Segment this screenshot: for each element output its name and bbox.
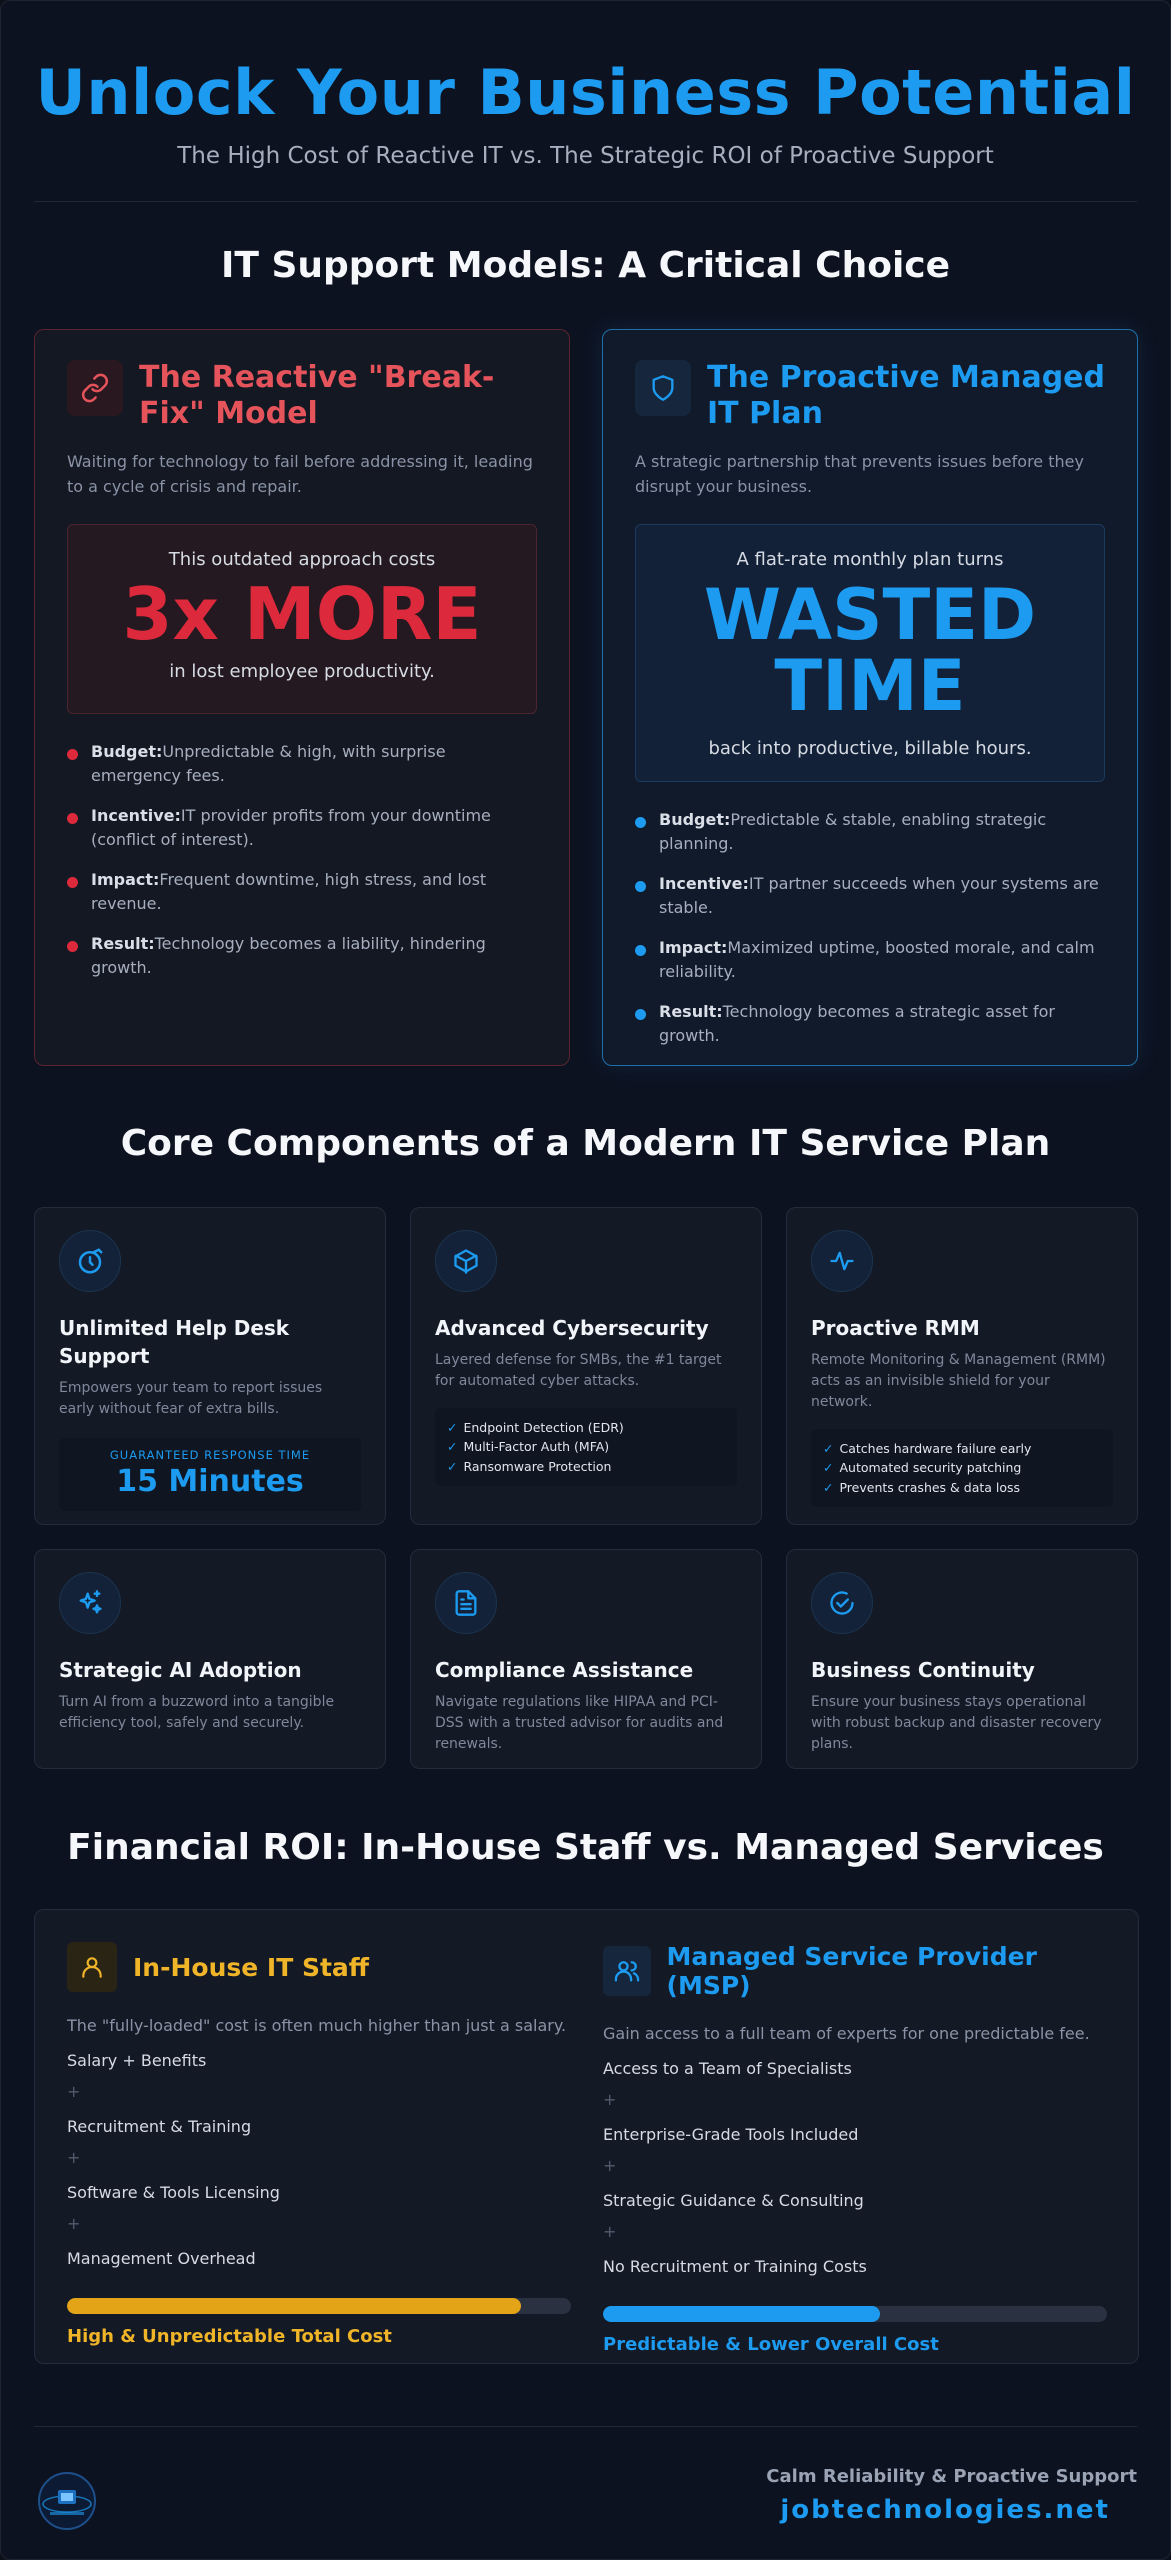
- component-card-continuity: [786, 1549, 1138, 1769]
- msp-cost-bar: [603, 2306, 1107, 2322]
- inhouse-title: In-House IT Staff: [133, 1952, 370, 1982]
- footer-divider: [34, 2426, 1137, 2427]
- sparkles-icon: [59, 1572, 121, 1634]
- plus-sign: +: [603, 2090, 617, 2109]
- component-card-rmm: [786, 1207, 1138, 1525]
- pulse-icon: [811, 1230, 873, 1292]
- reactive-stat-box: [67, 524, 537, 714]
- component-description: Layered defense for SMBs, the #1 target for automated cyber attacks.: [435, 1352, 722, 1389]
- footer-domain-link[interactable]: jobtechnologies.net: [780, 2495, 1110, 2525]
- feature-text: Prevents crashes & data loss: [839, 1479, 1021, 1495]
- shield-icon: [635, 360, 691, 416]
- company-logo-icon: [34, 2468, 100, 2534]
- msp-title: Managed Service Provider (MSP): [666, 1942, 1037, 2000]
- bullet-label: Impact:: [91, 869, 160, 889]
- bullet-label: Result:: [659, 1001, 723, 1021]
- benefit-item: Strategic Guidance & Consulting: [603, 2191, 864, 2210]
- benefit-item: No Recruitment or Training Costs: [603, 2257, 867, 2276]
- component-card-help-desk: [34, 1207, 386, 1525]
- component-card-compliance: [410, 1549, 762, 1769]
- roi-section-title: Financial ROI: In-House Staff vs. Managed Services: [67, 1827, 1104, 1868]
- msp-caption: Predictable & Lower Overall Cost: [603, 2334, 939, 2355]
- reactive-bullet: [67, 740, 537, 788]
- component-title: Advanced Cybersecurity: [435, 1316, 709, 1340]
- user-icon: [67, 1942, 117, 1992]
- link-icon: [67, 360, 123, 416]
- check-icon: ✓: [823, 1460, 834, 1476]
- users-icon: [603, 1946, 651, 1996]
- cost-item: Software & Tools Licensing: [67, 2183, 280, 2202]
- cost-item: Salary + Benefits: [67, 2051, 207, 2070]
- feature-item: [447, 1457, 725, 1476]
- proactive-description: A strategic partnership that prevents issues before they disrupt your business.: [635, 452, 1084, 496]
- stat-big-line: TIME: [774, 644, 966, 727]
- cost-item: Recruitment & Training: [67, 2117, 252, 2136]
- models-section-title: IT Support Models: A Critical Choice: [220, 245, 951, 286]
- component-title: Unlimited Help Desk Support: [59, 1316, 290, 1368]
- response-time-box: [59, 1438, 361, 1511]
- benefit-item: Enterprise-Grade Tools Included: [603, 2125, 859, 2144]
- feature-text: Endpoint Detection (EDR): [463, 1420, 624, 1435]
- check-icon: ✓: [823, 1479, 834, 1495]
- feature-list: [811, 1429, 1113, 1507]
- feature-list: [435, 1408, 737, 1486]
- response-time-value: 15 Minutes: [116, 1464, 304, 1499]
- stat-big-line: WASTED: [703, 573, 1037, 656]
- headset-icon: [59, 1230, 121, 1292]
- bullet-label: Impact:: [659, 937, 728, 957]
- plus-sign: +: [67, 2214, 81, 2233]
- check-circle-icon: [811, 1572, 873, 1634]
- bullet-text: IT provider profits from your downtime (conflict of interest).: [91, 805, 491, 849]
- feature-text: Catches hardware failure early: [839, 1441, 1032, 1456]
- feature-item: [823, 1458, 1101, 1477]
- document-icon: [435, 1572, 497, 1634]
- bullet-dot: [635, 881, 646, 892]
- reactive-description: Waiting for technology to fail before addressing it, leading to a cycle of crisis and repair.: [67, 452, 533, 496]
- roi-comparison-card: [34, 1909, 1139, 2364]
- proactive-bullet: [635, 808, 1105, 856]
- msp-cost-bar-fill: [603, 2306, 880, 2322]
- proactive-stat-pre: A flat-rate monthly plan turns: [736, 548, 1004, 570]
- proactive-model-card: [602, 329, 1138, 1066]
- proactive-stat-big: [636, 573, 1104, 727]
- bullet-text: Maximized uptime, boosted morale, and calm reliability.: [659, 937, 1095, 981]
- bullet-label: Incentive:: [659, 873, 749, 893]
- plus-sign: +: [603, 2222, 617, 2241]
- bullet-dot: [67, 877, 78, 888]
- proactive-bullet: [635, 872, 1105, 920]
- component-description: Remote Monitoring & Management (RMM) acts as an invisible shield for your network.: [811, 1352, 1106, 1410]
- feature-text: Multi-Factor Auth (MFA): [463, 1439, 610, 1455]
- reactive-stat-post: in lost employee productivity.: [169, 661, 435, 683]
- plus-sign: +: [67, 2148, 81, 2167]
- msp-description: Gain access to a full team of experts for one predictable fee.: [603, 2024, 1090, 2043]
- inhouse-column: [67, 1942, 571, 2347]
- bullet-text: Technology becomes a strategic asset for growth.: [659, 1001, 1055, 1045]
- reactive-bullets: [67, 740, 537, 980]
- check-icon: ✓: [447, 1458, 458, 1474]
- component-title: Proactive RMM: [811, 1316, 980, 1340]
- page-title: Unlock Your Business Potential: [35, 56, 1136, 129]
- bullet-dot: [67, 941, 78, 952]
- cube-icon: [435, 1230, 497, 1292]
- feature-item: [447, 1418, 725, 1437]
- component-card-ai-adoption: [34, 1549, 386, 1769]
- inhouse-cost-bar: [67, 2298, 571, 2314]
- bullet-label: Budget:: [91, 741, 163, 761]
- reactive-stat-big: 3x MORE: [122, 571, 482, 656]
- cost-item: Management Overhead: [67, 2249, 256, 2268]
- bullet-text: Unpredictable & high, with surprise emergency fees.: [91, 741, 446, 785]
- bullet-dot: [635, 1009, 646, 1020]
- bullet-text: Frequent downtime, high stress, and lost revenue.: [91, 869, 487, 913]
- component-title: Strategic AI Adoption: [59, 1658, 302, 1682]
- bullet-label: Budget:: [659, 809, 731, 829]
- component-title: Business Continuity: [811, 1658, 1035, 1682]
- component-title: Compliance Assistance: [435, 1658, 694, 1682]
- proactive-stat-box: [635, 524, 1105, 782]
- response-time-label: GUARANTEED RESPONSE TIME: [109, 1448, 311, 1462]
- page-subtitle: The High Cost of Reactive IT vs. The Strategic ROI of Proactive Support: [177, 143, 994, 170]
- reactive-bullet: [67, 932, 537, 980]
- bullet-text: IT partner succeeds when your systems are stable.: [659, 873, 1099, 917]
- feature-text: Ransomware Protection: [463, 1458, 612, 1474]
- reactive-model-card: [34, 329, 570, 1066]
- feature-item: [447, 1437, 725, 1456]
- feature-text: Automated security patching: [839, 1460, 1022, 1476]
- inhouse-description: The "fully-loaded" cost is often much higher than just a salary.: [67, 2016, 567, 2035]
- header: [1, 1, 1170, 169]
- component-description: Ensure your business stays operational with robust backup and disaster recovery plans.: [811, 1694, 1102, 1752]
- msp-column: [603, 1942, 1107, 2355]
- bullet-dot: [67, 813, 78, 824]
- component-card-cybersecurity: [410, 1207, 762, 1525]
- divider: [34, 201, 1137, 202]
- reactive-bullet: [67, 804, 537, 852]
- proactive-bullets: [635, 808, 1105, 1048]
- check-icon: ✓: [447, 1420, 458, 1435]
- reactive-stat-pre: This outdated approach costs: [168, 548, 436, 570]
- proactive-title: The Proactive Managed IT Plan: [707, 360, 1105, 431]
- proactive-bullet: [635, 936, 1105, 984]
- check-icon: ✓: [447, 1439, 458, 1455]
- components-section-title: Core Components of a Modern IT Service Plan: [120, 1123, 1051, 1164]
- inhouse-cost-bar-fill: [67, 2298, 521, 2314]
- component-description: Turn AI from a buzzword into a tangible efficiency tool, safely and securely.: [59, 1694, 335, 1731]
- inhouse-caption: High & Unpredictable Total Cost: [67, 2326, 392, 2347]
- reactive-title: The Reactive "Break-Fix" Model: [139, 360, 495, 431]
- footer-tagline: Calm Reliability & Proactive Support: [766, 2466, 1137, 2487]
- component-description: Empowers your team to report issues early without fear of extra bills.: [59, 1380, 323, 1417]
- bullet-label: Incentive:: [91, 805, 181, 825]
- component-description: Navigate regulations like HIPAA and PCI-DSS with a trusted advisor for audits and renewals.: [435, 1694, 724, 1752]
- bullet-label: Result:: [91, 933, 155, 953]
- bullet-text: Technology becomes a liability, hindering growth.: [91, 933, 486, 977]
- plus-sign: +: [67, 2082, 81, 2101]
- bullet-dot: [635, 817, 646, 828]
- reactive-bullet: [67, 868, 537, 916]
- proactive-stat-post: back into productive, billable hours.: [708, 738, 1032, 760]
- bullet-dot: [67, 749, 78, 760]
- bullet-dot: [635, 945, 646, 956]
- proactive-bullet: [635, 1000, 1105, 1048]
- benefit-item: Access to a Team of Specialists: [603, 2059, 852, 2078]
- feature-item: [823, 1439, 1101, 1458]
- check-icon: ✓: [823, 1441, 834, 1456]
- feature-item: [823, 1478, 1101, 1497]
- bullet-text: Predictable & stable, enabling strategic planning.: [659, 809, 1047, 853]
- plus-sign: +: [603, 2156, 617, 2175]
